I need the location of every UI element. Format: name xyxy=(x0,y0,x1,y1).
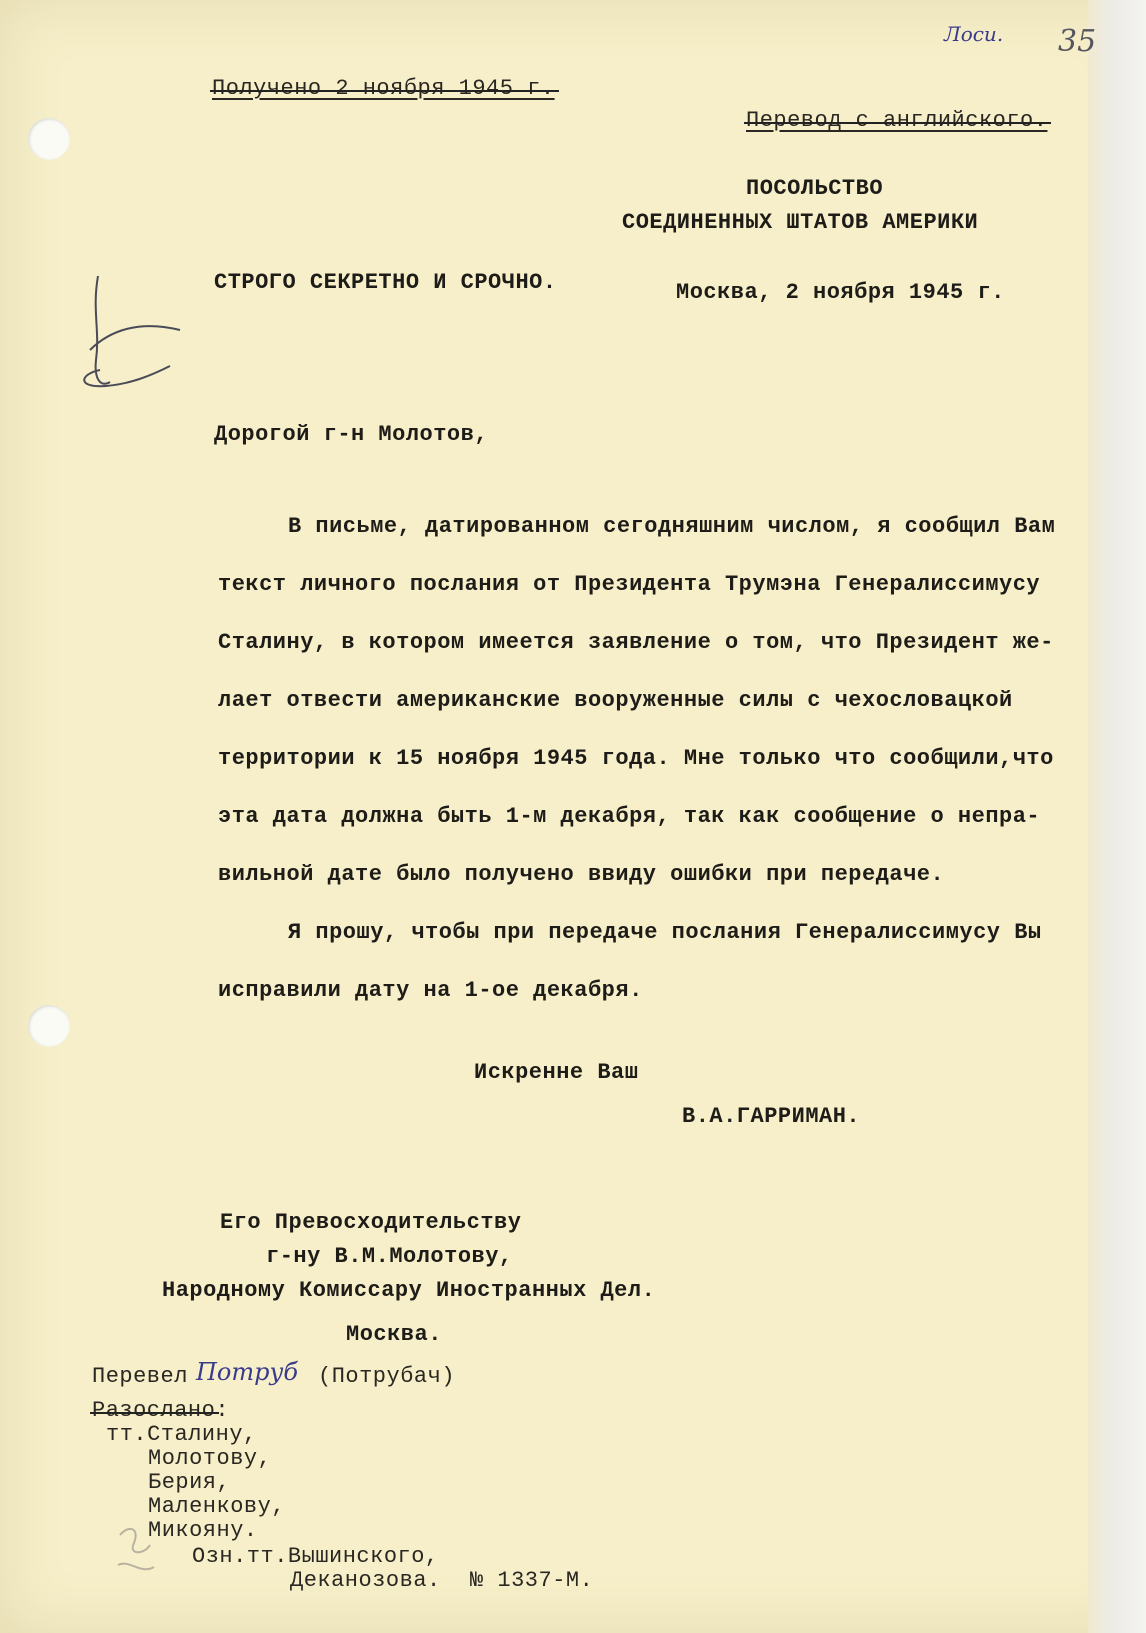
translation-note: Перевод с английского. xyxy=(746,108,1048,133)
handwritten-note: Лоси. xyxy=(944,22,1004,46)
paragraph-line: Я прошу, чтобы при передаче послания Генералиссимусу Вы xyxy=(288,920,1042,945)
page-edge xyxy=(1088,0,1146,1633)
addressee-line: г-ну В.М.Молотову, xyxy=(266,1244,513,1269)
recipient: тт.Сталину, xyxy=(106,1422,257,1447)
page-number: 35 xyxy=(1058,24,1097,59)
recipient: Микояну. xyxy=(148,1518,258,1543)
signature: В.А.ГАРРИМАН. xyxy=(682,1104,861,1129)
faint-pencil-mark-icon xyxy=(110,1515,170,1585)
paragraph-line: В письме, датированном сегодняшним числом, я сообщил Вам xyxy=(288,514,1056,539)
paragraph-line: текст личного послания от Президента Трумэна Генералиссимусу xyxy=(218,572,1041,597)
paragraph-line: Сталину, в котором имеется заявление о том, что Президент же- xyxy=(218,630,1054,655)
translated-by-label: Перевел xyxy=(92,1364,188,1389)
handwritten-mark-icon xyxy=(70,270,190,410)
salutation: Дорогой г-н Молотов, xyxy=(214,422,489,447)
addressee-line: Народному Комиссару Иностранных Дел. xyxy=(162,1278,656,1303)
document-number: № 1337-М. xyxy=(470,1568,594,1593)
paragraph-line: исправили дату на 1-ое декабря. xyxy=(218,978,643,1003)
classification: СТРОГО СЕКРЕТНО И СРОЧНО. xyxy=(214,270,557,295)
sender-line2: СОЕДИНЕННЫХ ШТАТОВ АМЕРИКИ xyxy=(622,210,979,235)
translator-name: (Потрубач) xyxy=(318,1364,456,1389)
paragraph-line: эта дата должна быть 1-м декабря, так как сообщение о непра- xyxy=(218,804,1041,829)
sender-line1: ПОСОЛЬСТВО xyxy=(746,176,884,201)
received-stamp: Получено 2 ноября 1945 г. xyxy=(212,76,555,101)
addressee-line: Его Превосходительству xyxy=(220,1210,522,1235)
recipient: Берия, xyxy=(148,1470,231,1495)
cc-line: Озн.тт.Вышинского, xyxy=(192,1544,439,1569)
recipient: Маленкову, xyxy=(148,1494,286,1519)
recipient: Молотову, xyxy=(148,1446,272,1471)
punch-hole xyxy=(28,118,70,160)
cc-line: Деканозова. xyxy=(290,1568,441,1593)
paragraph-line: территории к 15 ноября 1945 года. Мне только что сообщили,что xyxy=(218,746,1054,771)
distributed-label: Разослано: xyxy=(92,1398,230,1423)
paragraph-line: лает отвести американские вооруженные силы с чехословацкой xyxy=(218,688,1013,713)
paragraph-line: вильной дате было получено ввиду ошибки при передаче. xyxy=(218,862,945,887)
addressee-city: Москва. xyxy=(346,1322,442,1347)
closing: Искренне Ваш xyxy=(474,1060,639,1085)
translator-signature: Потруб xyxy=(196,1358,299,1386)
punch-hole xyxy=(28,1005,70,1047)
place-date: Москва, 2 ноября 1945 г. xyxy=(676,280,1005,305)
